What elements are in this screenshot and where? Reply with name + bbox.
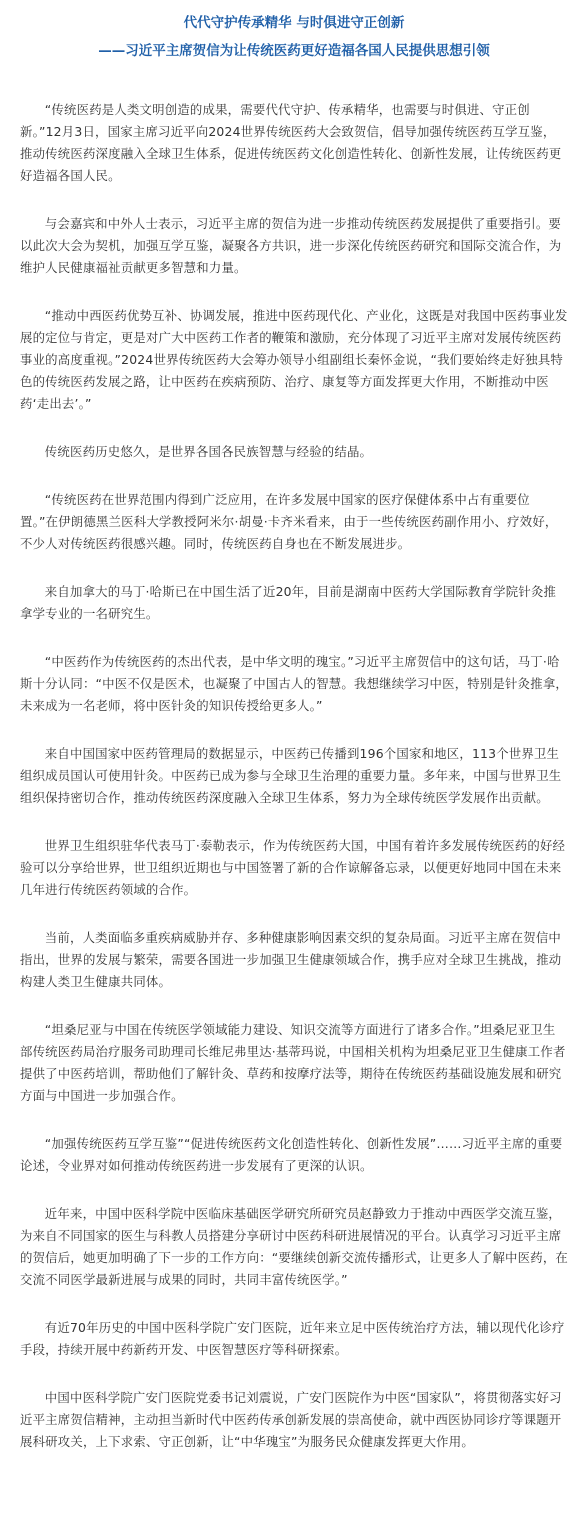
paragraph-11: “坦桑尼亚与中国在传统医学领域能力建设、知识交流等方面进行了诸多合作。”坦桑尼亚卫生部传统医药局治疗服务司助理司长维尼弗里达·基蒂玛说，中国相关机构为坦桑尼亚卫生健康工作者提供了中医药培训，帮助他们了解针灸、草药和按摩疗法等，期待在传统医药基础设施发展和研究方面与中国进一步加强合作。: [20, 1022, 566, 1103]
article-subtitle: ——习近平主席贺信为让传统医药更好造福各国人民提供思想引领: [98, 43, 490, 59]
paragraph-2: 与会嘉宾和中外人士表示，习近平主席的贺信为进一步推动传统医药发展提供了重要指引。要以此次大会为契机，加强互学互鉴，凝聚各方共识，进一步深化传统医药研究和国际交流合作，为维护人民健康福祉贡献更多智慧和力量。: [20, 216, 562, 275]
paragraph-3: “推动中西医药优势互补、协调发展，推进中医药现代化、产业化，这既是对我国中医药事业发展的定位与肯定，更是对广大中医药工作者的鞭策和激励，充分体现了习近平主席对发展传统医药事业的高度重视。”2024世界传统医药大会筹办领导小组副组长秦怀金说，“我们要始终走好独具特色的传统医药发展之路，让中医药在疾病预防、治疗、康复等方面发挥更大作用，不断推动中医药‘走出去’。”: [20, 308, 568, 411]
paragraph-14: 有近70年历史的中国中医科学院广安门医院，近年来立足中医传统治疗方法，辅以现代化诊疗手段，持续开展中药新药开发、中医智慧医疗等科研探索。: [20, 1320, 565, 1357]
paragraph-1: “传统医药是人类文明创造的成果，需要代代守护、传承精华，也需要与时俱进、守正创新。”12月3日，国家主席习近平向2024世界传统医药大会致贺信，倡导加强传统医药互学互鉴，推动传统医药深度融入全球卫生体系，促进传统医药文化创造性转化、创新性发展，让传统医药更好造福各国人民。: [20, 102, 562, 183]
paragraph-15: 中国中医科学院广安门医院党委书记刘震说，广安门医院作为中医“国家队”，将贯彻落实好习近平主席贺信精神，主动担当新时代中医药传承创新发展的崇高使命，就中西医协同诊疗等课题开展科研攻关，上下求索、守正创新，让“中华瑰宝”为服务民众健康发挥更大作用。: [20, 1390, 562, 1449]
paragraph-5: “传统医药在世界范围内得到广泛应用，在许多发展中国家的医疗保健体系中占有重要位置。”在伊朗德黑兰医科大学教授阿米尔·胡曼·卡齐米看来，由于一些传统医药副作用小、疗效好，不少人对传统医药很感兴趣。同时，传统医药自身也在不断发展进步。: [20, 492, 558, 551]
paragraph-7: “中医药作为传统医药的杰出代表，是中华文明的瑰宝。”习近平主席贺信中的这句话，马丁·哈斯十分认同：“中医不仅是医术，也凝聚了中国古人的智慧。我想继续学习中医，特别是针灸推拿，未来成为一名老师，将中医针灸的知识传授给更多人。”: [20, 654, 569, 713]
paragraph-13: 近年来，中国中医科学院中医临床基础医学研究所研究员赵静致力于推动中西医学交流互鉴，为来自不同国家的医生与科教人员搭建分享研讨中医药科研进展情况的平台。认真学习习近平主席的贺信后，她更加明确了下一步的工作方向：“要继续创新交流传播形式，让更多人了解中医药，在交流不同医学最新进展与成果的同时，共同丰富传统医学。”: [20, 1206, 569, 1287]
paragraph-8: 来自中国国家中医药管理局的数据显示，中医药已传播到196个国家和地区，113个世界卫生组织成员国认可使用针灸。中医药已成为参与全球卫生治理的重要力量。多年来，中国与世界卫生组织保持密切合作，推动传统医药深度融入全球卫生体系，努力为全球传统医学发展作出贡献。: [20, 746, 562, 805]
paragraph-10: 当前，人类面临多重疾病威胁并存、多种健康影响因素交织的复杂局面。习近平主席在贺信中指出，世界的发展与繁荣，需要各国进一步加强卫生健康领域合作，携手应对全球卫生挑战，推动构建人类卫生健康共同体。: [20, 930, 562, 989]
article-body: [20, 99, 568, 1453]
article-title: 代代守护传承精华 与时俱进守正创新: [183, 15, 405, 31]
paragraph-6: 来自加拿大的马丁·哈斯已在中国生活了近20年，目前是湖南中医药大学国际教育学院针灸推拿学专业的一名研究生。: [20, 584, 557, 621]
paragraph-12: “加强传统医药互学互鉴”“促进传统医药文化创造性转化、创新性发展”……习近平主席的重要论述，令业界对如何推动传统医药进一步发展有了更深的认识。: [20, 1136, 563, 1173]
paragraph-4: 传统医药历史悠久，是世界各国各民族智慧与经验的结晶。: [44, 444, 373, 459]
paragraph-9: 世界卫生组织驻华代表马丁·泰勒表示，作为传统医药大国，中国有着许多发展传统医药的好经验可以分享给世界，世卫组织近期也与中国签署了新的合作谅解备忘录，以便更好地同中国在未来几年进行传统医药领域的合作。: [20, 838, 566, 897]
